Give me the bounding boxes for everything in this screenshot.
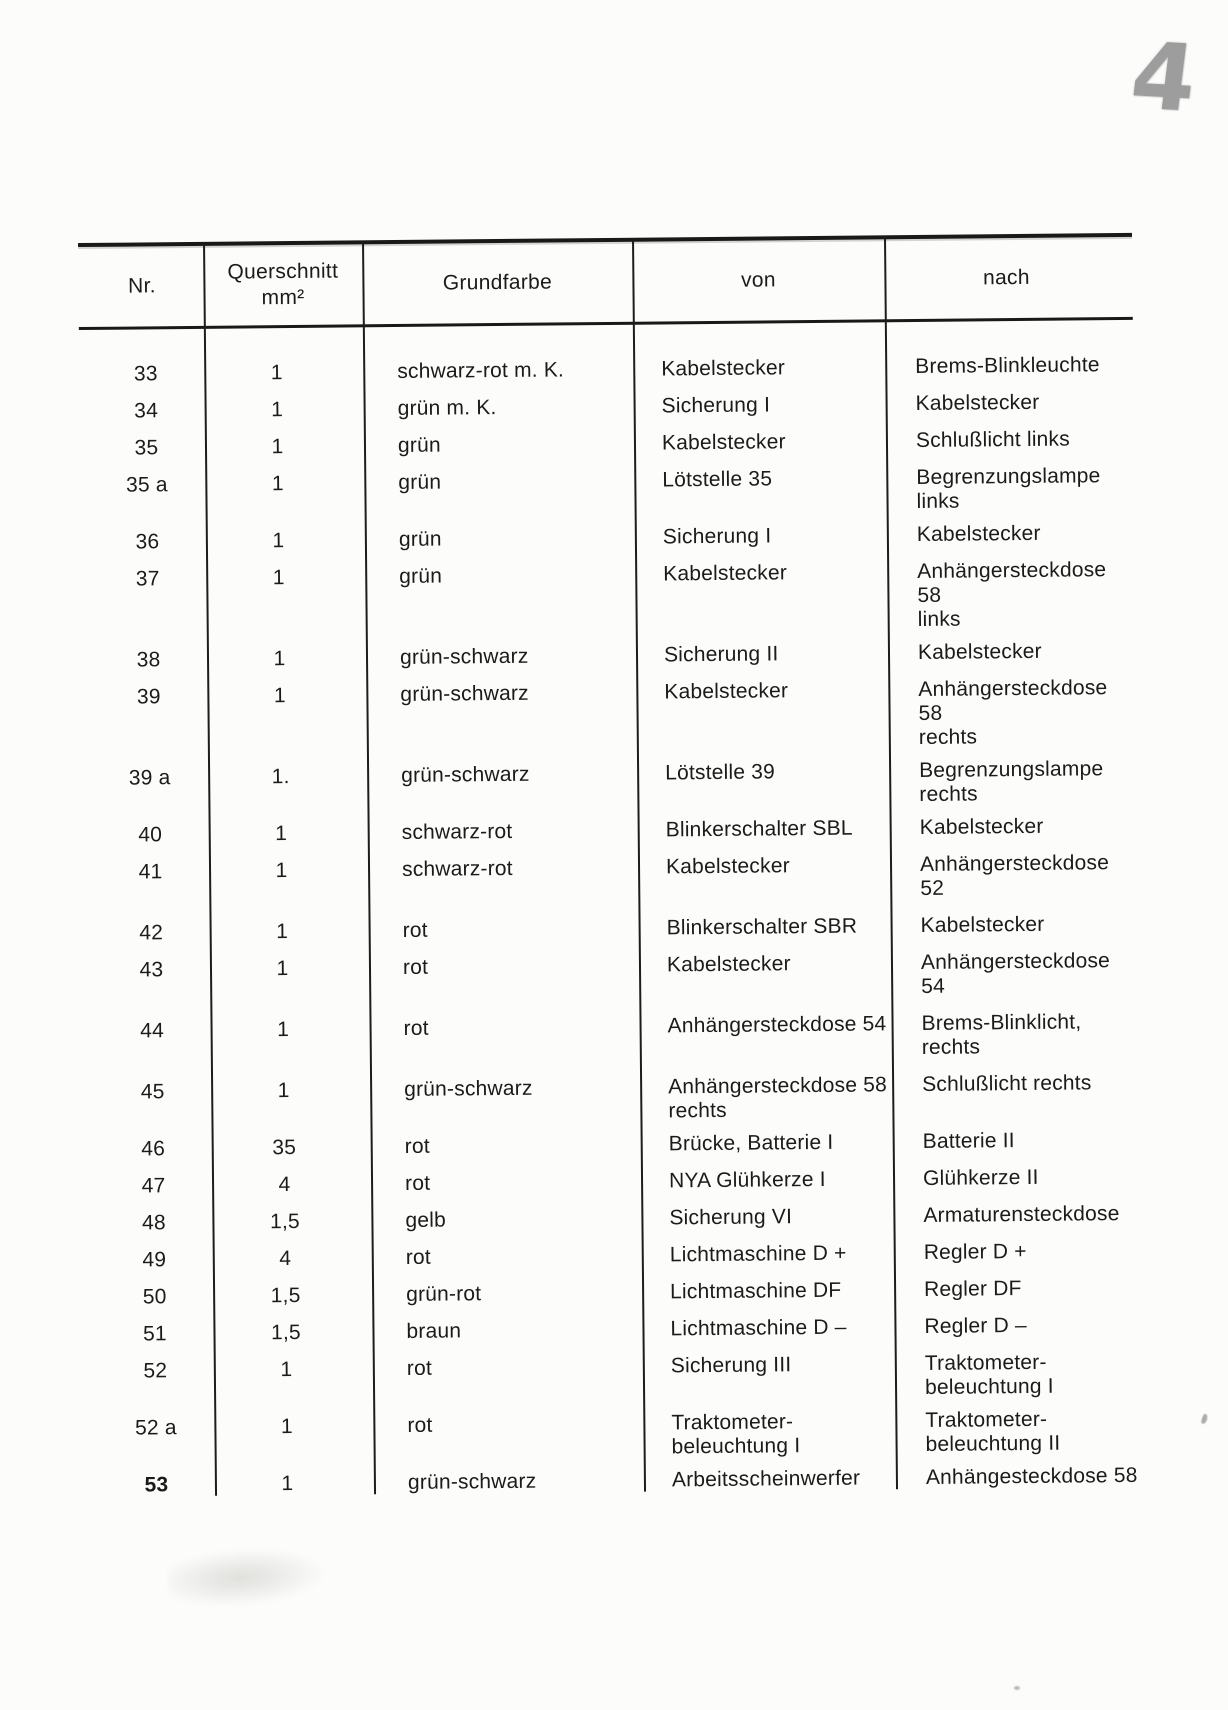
- cell-nr: 34: [134, 398, 159, 423]
- cell-nach: Brems-Blinkleuchte: [915, 352, 1100, 378]
- cell-grundfarbe: rot: [404, 1134, 430, 1158]
- cell-nach: Anhängesteckdose 58: [925, 1463, 1138, 1489]
- wiring-table: [80, 233, 1140, 1505]
- cell-von: Lötstelle 35: [662, 466, 773, 491]
- cell-nr: 50: [142, 1284, 167, 1308]
- cell-nr: 49: [142, 1247, 167, 1271]
- cell-querschnitt: 1,5: [270, 1320, 301, 1344]
- cell-nr: 36: [135, 529, 160, 554]
- cell-nach: Anhängersteckdose 58 links: [917, 557, 1107, 631]
- cell-grundfarbe: rot: [406, 1356, 433, 1380]
- cell-nr: 39 a: [128, 765, 171, 790]
- cell-grundfarbe: grün: [397, 433, 441, 457]
- cell-von: Sicherung II: [663, 641, 779, 666]
- cell-von: Sicherung VI: [669, 1204, 793, 1229]
- cell-von: Blinkerschalter SBR: [666, 914, 858, 939]
- table-row: [87, 1003, 1136, 1074]
- cell-querschnitt: 1: [271, 471, 284, 495]
- cell-grundfarbe: grün-schwarz: [401, 762, 530, 787]
- cell-grundfarbe: grün-rot: [406, 1281, 482, 1306]
- cell-grundfarbe: gelb: [405, 1208, 447, 1232]
- cell-querschnitt: 1: [277, 1078, 290, 1102]
- cell-nach: Begrenzungslampe links: [916, 463, 1101, 513]
- cell-querschnitt: 1: [276, 956, 289, 980]
- cell-querschnitt: 1: [271, 434, 284, 458]
- cell-nr: 35: [134, 435, 159, 460]
- cell-von: Arbeitsscheinwerfer: [671, 1466, 861, 1491]
- cell-nach: Schlußlicht rechts: [922, 1070, 1092, 1096]
- scan-speck: [1014, 1686, 1020, 1690]
- cell-querschnitt: 4: [278, 1172, 291, 1196]
- cell-grundfarbe: rot: [405, 1245, 431, 1269]
- cell-nr: 38: [136, 647, 161, 672]
- cell-nach: Regler D +: [923, 1239, 1027, 1264]
- cell-von: Kabelstecker: [663, 560, 788, 585]
- table-header-row: [80, 237, 1129, 327]
- cell-nach: Regler D –: [924, 1313, 1027, 1338]
- cell-grundfarbe: grün-schwarz: [399, 644, 529, 669]
- cell-nach: Anhängersteckdose 54: [920, 948, 1111, 998]
- cell-nr: 46: [141, 1136, 166, 1160]
- cell-querschnitt: 1,5: [269, 1209, 300, 1233]
- cell-nach: Kabelstecker: [919, 814, 1044, 839]
- cell-grundfarbe: braun: [406, 1318, 462, 1343]
- cell-von: Anhängersteckdose 54: [667, 1011, 887, 1037]
- cell-nr: 39: [136, 684, 161, 709]
- cell-von: Kabelstecker: [665, 853, 790, 878]
- cell-nr: 51: [142, 1321, 167, 1345]
- cell-von: Anhängersteckdose 58 rechts: [668, 1072, 888, 1122]
- cell-nr: 48: [141, 1210, 166, 1234]
- cell-nach: Schlußlicht links: [915, 427, 1071, 452]
- cell-querschnitt: 1.: [271, 764, 290, 788]
- cell-von: Traktometer- beleuchtung I: [671, 1409, 801, 1458]
- cell-nach: Kabelstecker: [917, 639, 1042, 664]
- cell-nr: 47: [141, 1173, 166, 1197]
- cell-von: Kabelstecker: [666, 951, 791, 976]
- cell-nach: Traktometer- beleuchtung I: [924, 1350, 1054, 1399]
- cell-grundfarbe: grün: [398, 527, 442, 551]
- cell-grundfarbe: rot: [402, 918, 428, 942]
- cell-nach: Anhängersteckdose 58 rechts: [918, 675, 1108, 749]
- cell-querschnitt: 1: [272, 565, 285, 589]
- cell-nach: Kabelstecker: [915, 390, 1040, 415]
- cell-nach: Traktometer- beleuchtung II: [925, 1407, 1061, 1456]
- cell-grundfarbe: grün: [399, 564, 443, 588]
- scan-smudge: [166, 1542, 330, 1611]
- column-header-von: von: [740, 268, 776, 292]
- cell-querschnitt: 4: [279, 1246, 292, 1270]
- table-row: [84, 669, 1133, 764]
- cell-querschnitt: 1: [270, 360, 283, 384]
- cell-grundfarbe: grün: [398, 470, 442, 494]
- cell-querschnitt: 1: [271, 397, 284, 421]
- cell-von: NYA Glühkerze I: [668, 1167, 826, 1192]
- cell-nach: Armaturensteckdose: [923, 1201, 1120, 1227]
- cell-von: Kabelstecker: [664, 678, 789, 703]
- cell-nr: 43: [139, 957, 164, 981]
- cell-von: Lichtmaschine D –: [670, 1315, 847, 1340]
- cell-querschnitt: 1: [275, 821, 288, 845]
- cell-von: Kabelstecker: [661, 355, 786, 380]
- cell-grundfarbe: rot: [402, 955, 429, 979]
- cell-querschnitt: 1: [273, 646, 286, 670]
- table-body: [81, 320, 1140, 1504]
- column-header-querschnitt: Querschnitt mm²: [227, 259, 339, 310]
- cell-nr: 53: [144, 1472, 169, 1496]
- cell-querschnitt: 1: [272, 528, 285, 552]
- cell-nach: Kabelstecker: [916, 521, 1041, 546]
- cell-nr: 45: [140, 1079, 165, 1103]
- cell-von: Blinkerschalter SBL: [665, 816, 853, 841]
- cell-querschnitt: 1: [273, 683, 286, 707]
- cell-nr: 44: [140, 1018, 165, 1042]
- handwritten-page-number: 4: [1125, 22, 1203, 133]
- cell-grundfarbe: grün m. K.: [397, 395, 497, 420]
- cell-nach: Kabelstecker: [920, 912, 1045, 937]
- cell-nr: 35 a: [125, 472, 168, 497]
- cell-nach: Regler DF: [923, 1276, 1022, 1301]
- cell-von: Lichtmaschine DF: [670, 1278, 842, 1303]
- cell-von: Lichtmaschine D +: [669, 1241, 847, 1266]
- cell-grundfarbe: grün-schwarz: [407, 1469, 537, 1494]
- column-header-nach: nach: [982, 265, 1030, 290]
- cell-querschnitt: 1: [280, 1414, 293, 1438]
- cell-grundfarbe: rot: [407, 1413, 433, 1437]
- cell-von: Sicherung I: [661, 392, 771, 417]
- cell-grundfarbe: grün-schwarz: [404, 1076, 533, 1101]
- cell-grundfarbe: schwarz-rot: [401, 819, 513, 844]
- cell-grundfarbe: rot: [404, 1171, 431, 1195]
- cell-querschnitt: 1,5: [270, 1283, 301, 1307]
- cell-querschnitt: 1: [280, 1357, 293, 1381]
- cell-nr: 37: [135, 566, 160, 591]
- cell-von: Lötstelle 39: [665, 759, 776, 784]
- cell-grundfarbe: schwarz-rot m. K.: [397, 357, 565, 383]
- cell-nr: 52 a: [134, 1415, 177, 1440]
- cell-von: Brücke, Batterie I: [668, 1130, 834, 1155]
- cell-nach: Batterie II: [922, 1128, 1015, 1153]
- cell-grundfarbe: rot: [403, 1016, 429, 1040]
- cell-querschnitt: 1: [275, 858, 288, 882]
- cell-nach: Brems-Blinklicht, rechts: [921, 1009, 1082, 1059]
- cell-nr: 40: [138, 822, 163, 846]
- cell-grundfarbe: grün-schwarz: [400, 681, 529, 706]
- cell-nr: 33: [133, 361, 158, 386]
- cell-nr: 52: [143, 1358, 168, 1382]
- cell-von: Sicherung I: [662, 523, 772, 548]
- column-header-nr: Nr.: [127, 274, 156, 298]
- cell-nr: 41: [138, 859, 163, 883]
- cell-von: Kabelstecker: [661, 429, 786, 454]
- cell-nach: Glühkerze II: [922, 1165, 1039, 1190]
- column-header-grundfarbe: Grundfarbe: [442, 270, 553, 295]
- cell-querschnitt: 35: [272, 1135, 297, 1159]
- table-row: [86, 844, 1135, 915]
- cell-nach: Begrenzungslampe rechts: [919, 756, 1104, 806]
- cell-grundfarbe: schwarz-rot: [401, 856, 513, 881]
- table-row: [87, 942, 1136, 1013]
- cell-querschnitt: 1: [281, 1471, 294, 1495]
- cell-querschnitt: 1: [276, 919, 289, 943]
- cell-nr: 42: [139, 920, 164, 944]
- cell-querschnitt: 1: [277, 1017, 290, 1041]
- scan-speck: [1201, 1413, 1209, 1424]
- cell-nach: Anhängersteckdose 52: [919, 850, 1110, 900]
- table-row: [83, 551, 1132, 646]
- cell-von: Sicherung III: [670, 1352, 792, 1377]
